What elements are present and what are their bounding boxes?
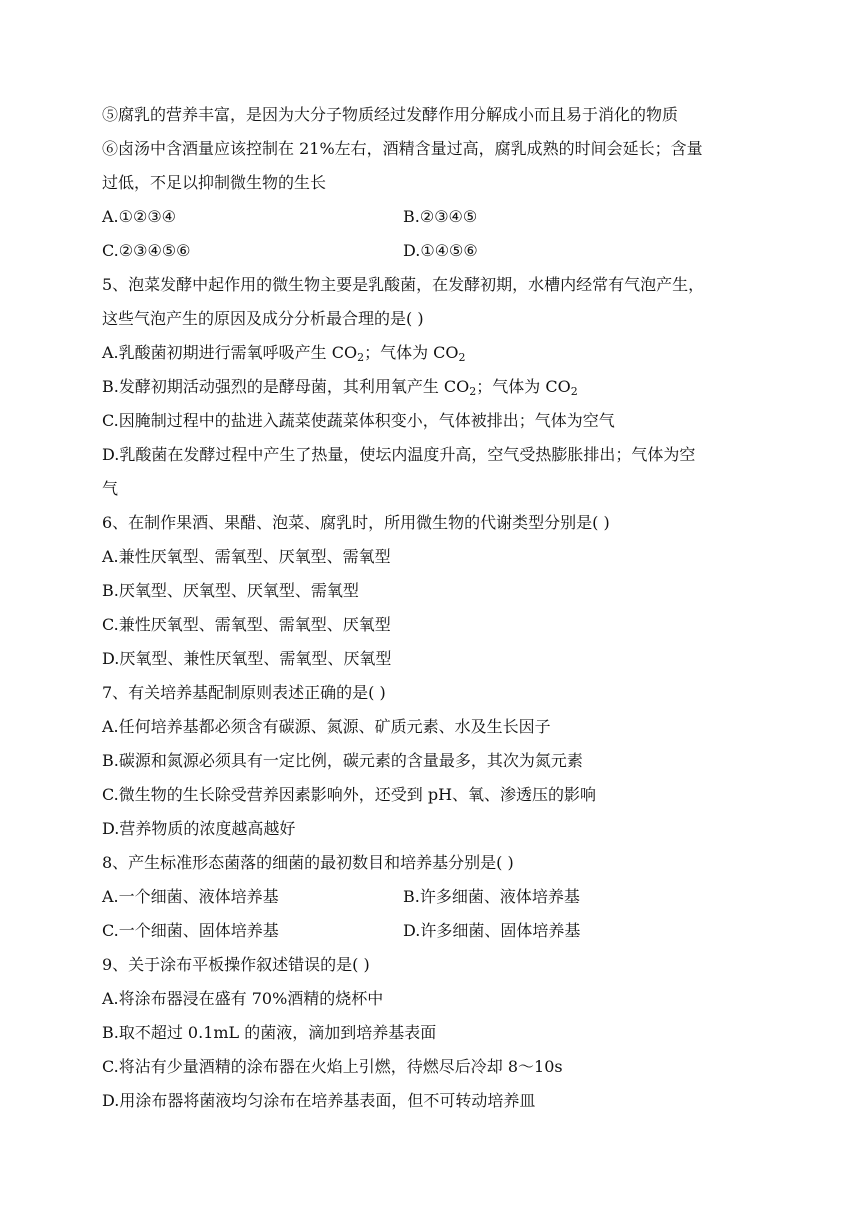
statement-5: ⑤腐乳的营养丰富，是因为大分子物质经过发酵作用分解成小而且易于消化的物质 xyxy=(102,105,679,124)
q5-option-a: A.乳酸菌初期进行需氧呼吸产生 $CO_2$；气体为 $CO_2$ xyxy=(102,343,466,364)
q5-option-b: B.发酵初期活动强烈的是酵母菌，其利用氧产生 $CO_2$；气体为 $CO_2$ xyxy=(102,377,578,398)
statement-6-continued: 过低，不足以抑制微生物的生长 xyxy=(102,173,327,192)
q4-option-a: A.①②③④ xyxy=(102,207,177,226)
q6-stem: 6、在制作果酒、果醋、泡菜、腐乳时，所用微生物的代谢类型分别是( ) xyxy=(102,513,610,532)
q7-option-c: C.微生物的生长除受营养因素影响外，还受到 pH、氧、渗透压的影响 xyxy=(102,785,597,804)
q8-option-d: D.许多细菌、固体培养基 xyxy=(403,921,581,940)
q4-option-c: C.②③④⑤⑥ xyxy=(102,241,191,260)
q6-option-b: B.厌氧型、厌氧型、厌氧型、需氧型 xyxy=(102,581,359,600)
q9-option-c: C.将沾有少量酒精的涂布器在火焰上引燃，待燃尽后冷却 8～10s xyxy=(102,1057,563,1076)
q8-option-a: A.一个细菌、液体培养基 xyxy=(102,887,279,906)
q6-option-d: D.厌氧型、兼性厌氧型、需氧型、厌氧型 xyxy=(102,649,392,668)
q4-option-d: D.①④⑤⑥ xyxy=(403,241,478,260)
q9-option-d: D.用涂布器将菌液均匀涂布在培养基表面，但不可转动培养皿 xyxy=(102,1091,536,1110)
q4-option-b: B.②③④⑤ xyxy=(403,207,478,226)
q5-option-d: D.乳酸菌在发酵过程中产生了热量，使坛内温度升高，空气受热膨胀排出；气体为空 xyxy=(102,445,696,464)
q7-option-a: A.任何培养基都必须含有碳源、氮源、矿质元素、水及生长因子 xyxy=(102,717,551,736)
q9-stem: 9、关于涂布平板操作叙述错误的是( ) xyxy=(102,955,370,974)
q7-stem: 7、有关培养基配制原则表述正确的是( ) xyxy=(102,683,386,702)
q5-option-c: C.因腌制过程中的盐进入蔬菜使蔬菜体积变小，气体被排出；气体为空气 xyxy=(102,411,615,430)
q7-option-d: D.营养物质的浓度越高越好 xyxy=(102,819,296,838)
q8-option-b: B.许多细菌、液体培养基 xyxy=(403,887,580,906)
q9-option-b: B.取不超过 0.1mL 的菌液，滴加到培养基表面 xyxy=(102,1023,437,1042)
q8-stem: 8、产生标准形态菌落的细菌的最初数目和培养基分别是( ) xyxy=(102,853,514,872)
q9-option-a: A.将涂布器浸在盛有 70%酒精的烧杯中 xyxy=(102,989,384,1008)
q5-stem: 5、泡菜发酵中起作用的微生物主要是乳酸菌，在发酵初期，水槽内经常有气泡产生， xyxy=(102,275,705,294)
q7-option-b: B.碳源和氮源必须具有一定比例，碳元素的含量最多，其次为氮元素 xyxy=(102,751,583,770)
statement-6: ⑥卤汤中含酒量应该控制在 21%左右，酒精含量过高，腐乳成熟的时间会延长；含量 xyxy=(102,139,703,158)
q6-option-a: A.兼性厌氧型、需氧型、厌氧型、需氧型 xyxy=(102,547,391,566)
q6-option-c: C.兼性厌氧型、需氧型、需氧型、厌氧型 xyxy=(102,615,391,634)
q8-option-c: C.一个细菌、固体培养基 xyxy=(102,921,279,940)
q5-stem-continued: 这些气泡产生的原因及成分分析最合理的是( ) xyxy=(102,309,424,328)
q5-option-d-continued: 气 xyxy=(102,479,119,498)
